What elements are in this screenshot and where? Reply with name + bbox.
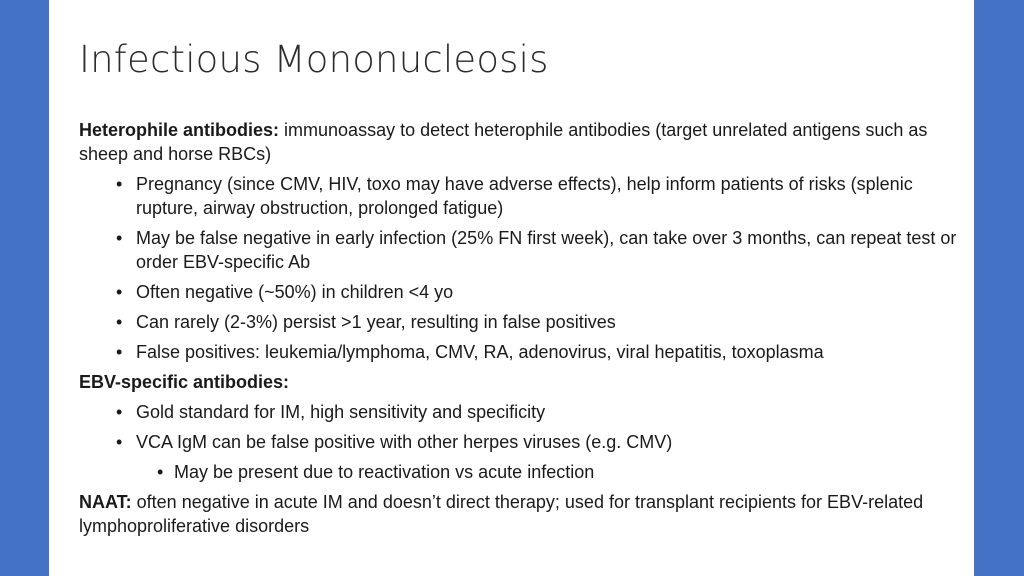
- list-item: • Often negative (~50%) in children <4 yo: [79, 280, 959, 304]
- heterophile-text: immunoassay to detect heterophile antibodies (target unrelated antigens such as sheep and horse RBCs): [79, 120, 928, 164]
- list-item: • Gold standard for IM, high sensitivity and specificity: [79, 400, 959, 424]
- right-accent-band: [974, 0, 1024, 576]
- naat-text: often negative in acute IM and doesn’t direct therapy; used for transplant recipients for EBV-related lymphoproliferative disorders: [79, 492, 924, 536]
- list-item: • False positives: leukemia/lymphoma, CMV, RA, adenovirus, viral hepatitis, toxoplasma: [79, 340, 959, 364]
- ebv-paragraph: [79, 370, 959, 394]
- heterophile-heading: Heterophile antibodies:: [79, 120, 280, 140]
- list-item: • Can rarely (2-3%) persist >1 year, resulting in false positives: [79, 310, 959, 334]
- slide-title: Infectious Mononucleosis: [79, 38, 549, 81]
- heterophile-paragraph: [79, 118, 959, 166]
- left-accent-band: [0, 0, 49, 576]
- heterophile-bullet-list: [79, 172, 959, 364]
- slide-content: [79, 118, 959, 544]
- ebv-heading: EBV-specific antibodies:: [79, 372, 290, 392]
- naat-heading: NAAT:: [79, 492, 132, 512]
- list-item: • VCA IgM can be false positive with other herpes viruses (e.g. CMV): [79, 430, 959, 454]
- ebv-bullet-list: [79, 400, 959, 484]
- list-item: • Pregnancy (since CMV, HIV, toxo may have adverse effects), help inform patients of risks (splenic rupture, airway obstruction, prolonged fatigue): [79, 172, 959, 220]
- list-item: • May be false negative in early infection (25% FN first week), can take over 3 months, can repeat test or order EBV-specific Ab: [79, 226, 959, 274]
- naat-paragraph: [79, 490, 959, 538]
- slide: [49, 0, 974, 576]
- sub-list-item: • May be present due to reactivation vs acute infection: [79, 460, 959, 484]
